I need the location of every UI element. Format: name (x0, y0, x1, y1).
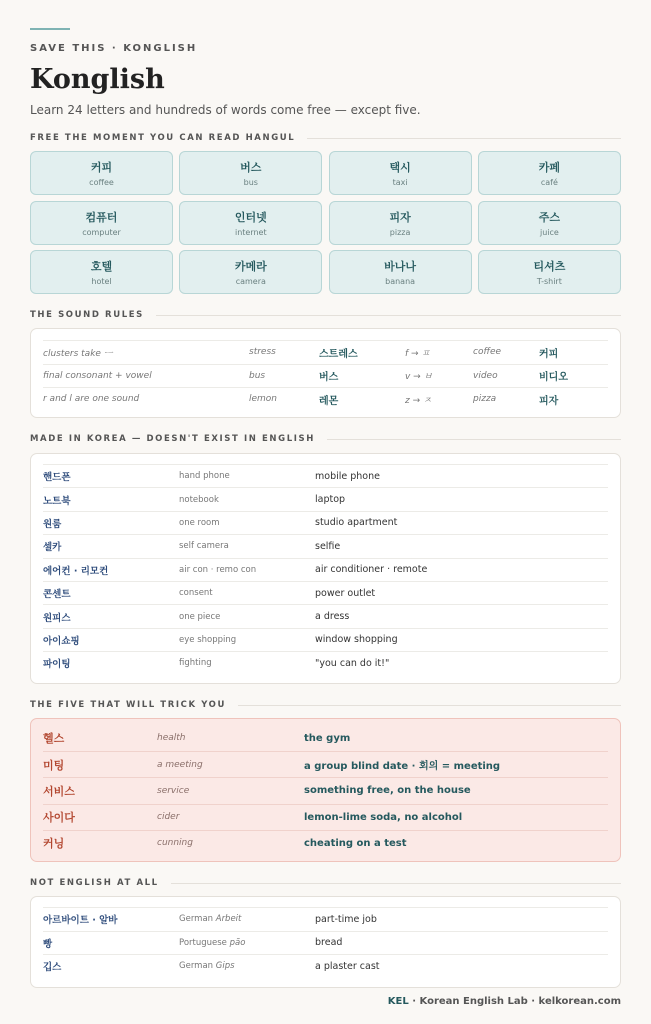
literal-reading: one piece (179, 611, 221, 622)
word-korean: 버스 (240, 161, 262, 174)
word-english: computer (82, 227, 121, 237)
example-english: stress (249, 347, 276, 358)
section-free-label: FREE THE MOMENT YOU CAN READ HANGUL (30, 133, 296, 143)
rule-text: r and l are one sound (43, 394, 140, 405)
word-card (30, 201, 173, 245)
word-card (478, 201, 621, 245)
origin-word: pão (229, 937, 246, 948)
real-meaning: power outlet (315, 587, 376, 599)
word-english: juice (539, 227, 559, 237)
eyebrow-label: SAVE THIS · KONGLISH (30, 43, 198, 54)
real-meaning: lemon-lime soda, no alcohol (304, 811, 463, 823)
word-origin (179, 938, 315, 948)
word-korean: 티셔츠 (533, 260, 566, 273)
literal-reading: consent (179, 588, 213, 599)
word-english: bus (243, 178, 258, 187)
table-row (43, 511, 608, 534)
table-row (43, 364, 608, 388)
real-meaning: a plaster cast (315, 960, 380, 972)
konglish-word: 셀카 (43, 542, 62, 554)
real-meaning: laptop (315, 494, 346, 506)
divider (307, 138, 621, 139)
section-rules-label: THE SOUND RULES (30, 310, 144, 320)
konglish-word: 원피스 (43, 612, 71, 624)
real-meaning: mobile phone (315, 470, 380, 482)
origin-language: German (179, 961, 214, 972)
literal-reading: a meeting (157, 759, 203, 770)
word-korean: 인터넷 (234, 210, 267, 224)
example-korean: 레몬 (319, 395, 339, 407)
table-row (43, 931, 608, 955)
divider (238, 705, 621, 706)
literal-reading: eye shopping (179, 634, 237, 645)
word-korean: 주스 (538, 210, 561, 224)
word-english: café (540, 178, 558, 187)
word-card (179, 151, 322, 195)
table-row (43, 534, 608, 557)
section-trick-label: THE FIVE THAT WILL TRICK YOU (30, 700, 226, 710)
word-card (329, 250, 472, 294)
word-card (329, 151, 472, 195)
literal-reading: health (157, 733, 186, 744)
example-english: lemon (249, 394, 278, 405)
page-subtitle: Learn 24 letters and hundreds of words come free — except five. (30, 103, 421, 117)
origin-word: Arbeit (215, 914, 242, 925)
section-made-label: MADE IN KOREA — DOESN'T EXIST IN ENGLISH (30, 434, 315, 444)
word-korean: 피자 (389, 210, 411, 224)
word-korean: 커피 (90, 161, 113, 174)
real-meaning: something free, on the house (304, 785, 471, 797)
word-korean: 택시 (389, 161, 411, 174)
word-card (478, 250, 621, 294)
example-english: bus (249, 370, 266, 381)
word-korean: 카메라 (234, 260, 267, 273)
konglish-word: 사이다 (43, 811, 75, 825)
table-row (43, 751, 608, 777)
real-meaning: the gym (304, 732, 351, 744)
literal-reading: cunning (157, 838, 193, 849)
letter-shift: v → ㅂ (405, 372, 433, 383)
word-korean: 호텔 (90, 260, 113, 273)
literal-reading: fighting (179, 658, 212, 669)
konglish-word: 에어컨 · 리모컨 (43, 565, 109, 577)
rule-text: clusters take ㅡ (43, 348, 113, 359)
word-card (179, 250, 322, 294)
letter-shift: z → ㅈ (405, 395, 432, 406)
word-english: hotel (91, 277, 112, 286)
example-korean: 커피 (539, 348, 559, 360)
footer-brand: KEL (387, 996, 409, 1007)
loan-word: 깁스 (43, 962, 62, 974)
section-noteng-label: NOT ENGLISH AT ALL (30, 878, 159, 888)
section-trick-heading (30, 698, 621, 712)
section-free-heading (30, 131, 621, 145)
word-card (478, 151, 621, 195)
table-row (43, 725, 608, 751)
word-english: internet (234, 227, 267, 237)
word-english: coffee (89, 178, 114, 187)
real-meaning: a group blind date · 회의 = meeting (304, 761, 501, 773)
literal-reading: one room (179, 517, 220, 528)
konglish-word: 서비스 (43, 784, 75, 798)
divider (156, 315, 621, 316)
made-in-korea-table (30, 453, 621, 684)
table-row (43, 487, 608, 510)
table-row (43, 581, 608, 604)
literal-reading: cider (157, 812, 180, 823)
table-row (43, 777, 608, 803)
example-korean: 피자 (539, 395, 559, 407)
real-meaning: bread (315, 937, 343, 949)
word-card (329, 201, 472, 245)
real-meaning: air conditioner · remote (315, 564, 428, 576)
table-row (43, 954, 608, 978)
loan-word: 아르바이트 · 알바 (43, 915, 118, 927)
real-meaning: studio apartment (315, 517, 398, 529)
real-meaning: "you can do it!" (315, 657, 390, 669)
footer-text: · Korean English Lab · kelkorean.com (408, 996, 621, 1007)
footer-credit (388, 996, 621, 1007)
real-meaning: part-time job (315, 913, 377, 925)
literal-reading: service (157, 785, 190, 796)
literal-reading: air con · remo con (179, 564, 257, 575)
konglish-word: 노트북 (43, 495, 71, 507)
word-korean: 카페 (538, 161, 561, 174)
real-meaning: window shopping (315, 634, 398, 646)
trick-words-table (30, 718, 621, 862)
word-english: pizza (389, 227, 411, 237)
real-meaning: a dress (315, 611, 350, 623)
section-made-heading (30, 432, 621, 446)
word-english: camera (235, 277, 266, 286)
real-meaning: cheating on a test (304, 837, 407, 849)
divider (327, 439, 621, 440)
rule-text: final consonant + vowel (43, 370, 152, 381)
word-korean: 바나나 (384, 260, 417, 273)
example-korean: 버스 (319, 372, 339, 384)
konglish-word: 아이쇼핑 (43, 635, 80, 647)
literal-reading: self camera (179, 541, 229, 552)
loan-word: 빵 (43, 938, 53, 950)
konglish-word: 미팅 (43, 758, 65, 772)
origin-language: German (179, 914, 214, 925)
table-row (43, 340, 608, 364)
word-card (179, 201, 322, 245)
konglish-word: 커닝 (43, 837, 65, 851)
konglish-word: 원룸 (43, 518, 62, 530)
word-korean: 컴퓨터 (85, 210, 118, 224)
word-english: T-shirt (536, 277, 562, 286)
konglish-word: 핸드폰 (43, 472, 71, 484)
word-english: banana (385, 277, 416, 286)
origin-word: Gips (215, 961, 235, 972)
table-row (43, 907, 608, 931)
not-english-table (30, 896, 621, 988)
letter-shift: f → ㅍ (405, 348, 431, 359)
top-accent-line (30, 28, 70, 30)
table-row (43, 604, 608, 627)
real-meaning: selfie (315, 540, 341, 552)
table-row (43, 464, 608, 487)
table-row (43, 651, 608, 674)
table-row (43, 628, 608, 651)
literal-reading: notebook (179, 494, 219, 505)
konglish-word: 파이팅 (43, 659, 71, 671)
table-row (43, 804, 608, 830)
example-english: coffee (473, 347, 502, 358)
konglish-word: 콘센트 (43, 589, 71, 601)
example-korean: 스트레스 (319, 348, 358, 360)
table-row (43, 387, 608, 411)
divider (171, 883, 621, 884)
free-words-grid (30, 151, 621, 294)
table-row (43, 558, 608, 581)
word-card (30, 250, 173, 294)
word-card (30, 151, 173, 195)
example-korean: 비디오 (539, 372, 568, 384)
origin-language: Portuguese (179, 937, 227, 948)
word-origin (179, 961, 315, 971)
section-noteng-heading (30, 876, 621, 890)
example-english: pizza (473, 394, 497, 405)
word-origin (179, 914, 315, 924)
example-english: video (473, 370, 498, 381)
page-title: Konglish (30, 64, 165, 95)
word-english: taxi (392, 178, 408, 187)
sound-rules-table (30, 328, 621, 418)
konglish-word: 헬스 (43, 732, 65, 746)
table-row (43, 830, 608, 856)
literal-reading: hand phone (179, 471, 230, 482)
section-rules-heading (30, 308, 621, 322)
